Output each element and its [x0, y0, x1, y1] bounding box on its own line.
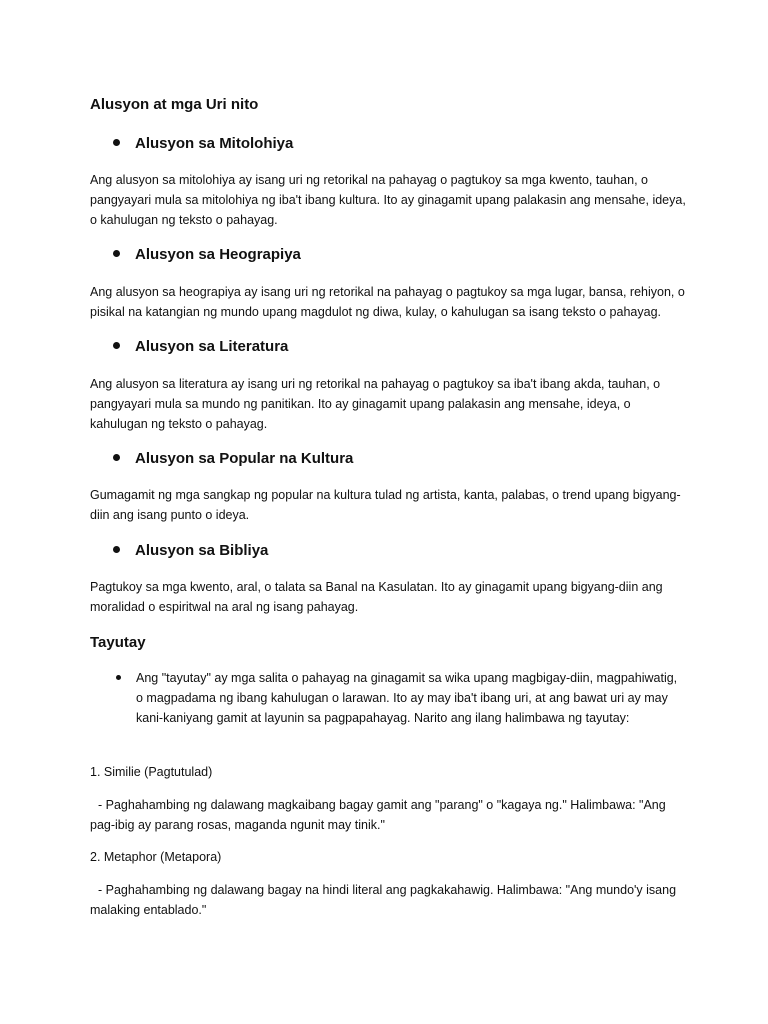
- tayutay-item-label: 2. Metaphor (Metapora): [90, 850, 222, 864]
- tayutay-heading: Tayutay: [90, 634, 146, 651]
- section-heading-label: Alusyon sa Literatura: [135, 338, 289, 355]
- tayutay-item-desc: - Paghahambing ng dalawang magkaibang bagay gamit ang "parang" o "kagaya ng." Halimbawa: "Ang pag-ibig ay parang rosas, maganda ngunit may tinik.": [90, 798, 666, 832]
- tayutay-intro: Ang "tayutay" ay mga salita o pahayag na ginagamit sa wika upang magbigay-diin, magpahiwatig, o magpadama ng ibang kahulugan o larawan. Ito ay may iba't ibang uri, at ang bawat uri ay may kani-kaniyang gamit at layunin sa pagpapahayag. Narito ang ilang halimbawa ng tayutay:: [136, 671, 678, 725]
- bullet-icon: [113, 250, 120, 257]
- section-text-heograpiya: Ang alusyon sa heograpiya ay isang uri ng retorikal na pahayag o pagtukoy sa mga lugar, bansa, rehiyon, o pisikal na katangian ng mundo upang magdulot ng diwa, kulay, o kahulugan sa isang teksto o pahayag.: [90, 285, 685, 319]
- section-text-mitolohiya: Ang alusyon sa mitolohiya ay isang uri ng retorikal na pahayag o pagtukoy sa mga kwento, tauhan, o pangyayari mula sa mitolohiya ng iba't ibang kultura. Ito ay ginagamit upang palakasin ang mensahe, ideya, o kahulugan ng teksto o pahayag.: [90, 173, 686, 227]
- section-text-bibliya: Pagtukoy sa mga kwento, aral, o talata sa Banal na Kasulatan. Ito ay ginagamit upang bigyang-diin ang moralidad o espiritwal na aral ng isang pahayag.: [90, 580, 663, 614]
- section-heading-label: Alusyon sa Heograpiya: [135, 246, 301, 263]
- page-title: Alusyon at mga Uri nito: [90, 96, 259, 113]
- bullet-icon: [113, 139, 120, 146]
- section-heading-popular: [113, 450, 353, 468]
- tayutay-item-desc: - Paghahambing ng dalawang bagay na hindi literal ang pagkakahawig. Halimbawa: "Ang mundo'y isang malaking entablado.": [90, 883, 677, 917]
- section-text-literatura: Ang alusyon sa literatura ay isang uri ng retorikal na pahayag o pagtukoy sa iba't ibang akda, tauhan, o pangyayari mula sa mundo ng panitikan. Ito ay ginagamit upang palakasin ang mensahe, ideya, o kahulugan ng teksto o pahayag.: [90, 377, 661, 431]
- section-heading-mitolohiya: [113, 135, 293, 153]
- section-heading-label: Alusyon sa Popular na Kultura: [135, 450, 354, 467]
- section-text-popular: Gumagamit ng mga sangkap ng popular na kultura tulad ng artista, kanta, palabas, o trend upang bigyang-diin ang isang punto o ideya.: [90, 488, 681, 522]
- bullet-icon: [116, 675, 121, 680]
- section-heading-heograpiya: [113, 246, 301, 264]
- bullet-icon: [113, 546, 120, 553]
- section-heading-literatura: [113, 338, 288, 356]
- section-heading-label: Alusyon sa Mitolohiya: [135, 135, 294, 152]
- bullet-icon: [113, 454, 120, 461]
- section-heading-bibliya: [113, 542, 268, 560]
- tayutay-item-label: 1. Similie (Pagtutulad): [90, 765, 213, 779]
- section-heading-label: Alusyon sa Bibliya: [135, 542, 269, 559]
- bullet-icon: [113, 342, 120, 349]
